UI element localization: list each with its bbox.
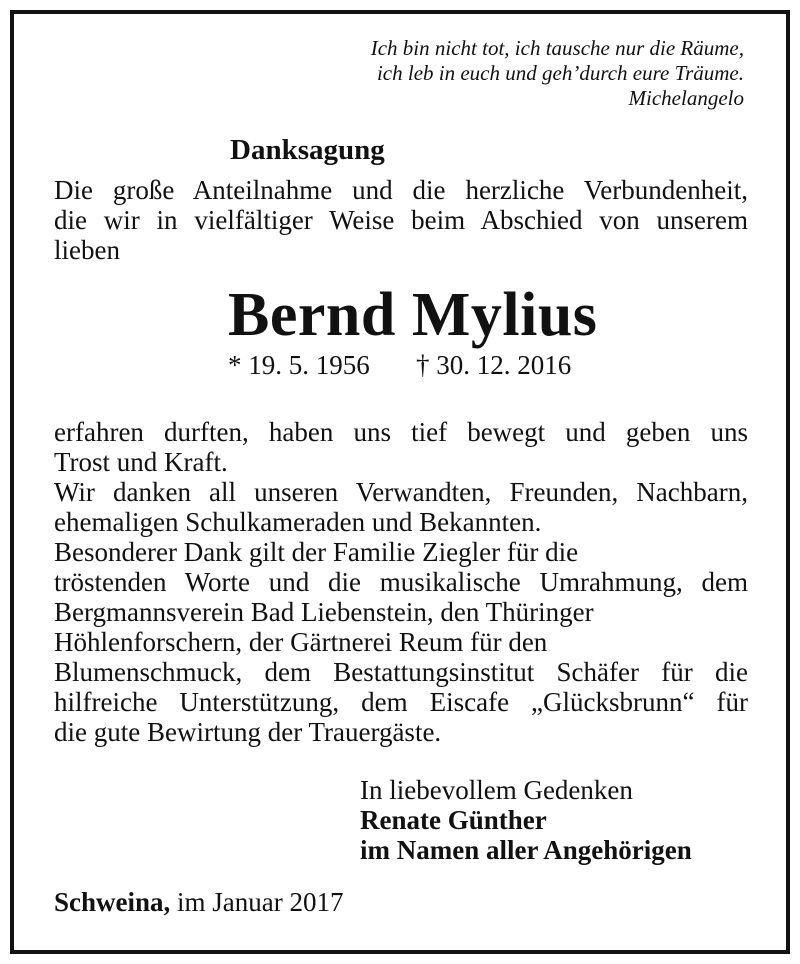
heading-danksagung: Danksagung	[230, 134, 385, 166]
birth-date: * 19. 5. 1956	[228, 350, 370, 380]
footer-place-date	[54, 887, 344, 917]
body-line-5: Besonderer Dank gilt der Familie Ziegler für die	[54, 537, 579, 567]
closing-line-1: In liebevollem Gedenken	[360, 775, 633, 805]
intro-line-3: lieben	[54, 235, 120, 265]
intro-line-2: die wir in vielfältiger Weise beim Abschied von unserem	[54, 205, 748, 235]
body-line-7: Bergmannsverein Bad Liebenstein, den Thüringer	[54, 597, 594, 627]
body-line-10: hilfreiche Unterstützung, dem Eiscafe „Glücksbrunn“ für	[54, 687, 748, 717]
body-line-11: die gute Bewirtung der Trauergäste.	[54, 717, 442, 747]
body-line-8: Höhlenforschern, der Gärtnerei Reum für den	[54, 627, 548, 657]
footer-place: Schweina,	[54, 887, 171, 917]
death-date: † 30. 12. 2016	[416, 350, 572, 380]
intro-line-1: Die große Anteilnahme und die herzliche Verbundenheit,	[54, 175, 748, 205]
quote-line-1: Ich bin nicht tot, ich tausche nur die Räume,	[370, 36, 744, 60]
quote-line-2: ich leb in euch und geh’durch eure Träume.	[376, 61, 744, 85]
footer-date: im Januar 2017	[170, 887, 344, 917]
deceased-name: Bernd Mylius	[228, 281, 598, 349]
closing-line-3: im Namen aller Angehörigen	[360, 835, 692, 865]
body-line-9: Blumenschmuck, dem Bestattungsinstitut Schäfer für die	[54, 657, 748, 687]
closing-signer: Renate Günther	[360, 805, 547, 835]
quote-author: Michelangelo	[628, 86, 744, 110]
body-line-3: Wir danken all unseren Verwandten, Freunden, Nachbarn,	[54, 477, 748, 507]
body-line-2: Trost und Kraft.	[54, 447, 228, 477]
body-line-4: ehemaligen Schulkameraden und Bekannten.	[54, 507, 542, 537]
body-line-1: erfahren durften, haben uns tief bewegt und geben uns	[54, 417, 748, 447]
body-line-6: tröstenden Worte und die musikalische Umrahmung, dem	[54, 567, 748, 597]
